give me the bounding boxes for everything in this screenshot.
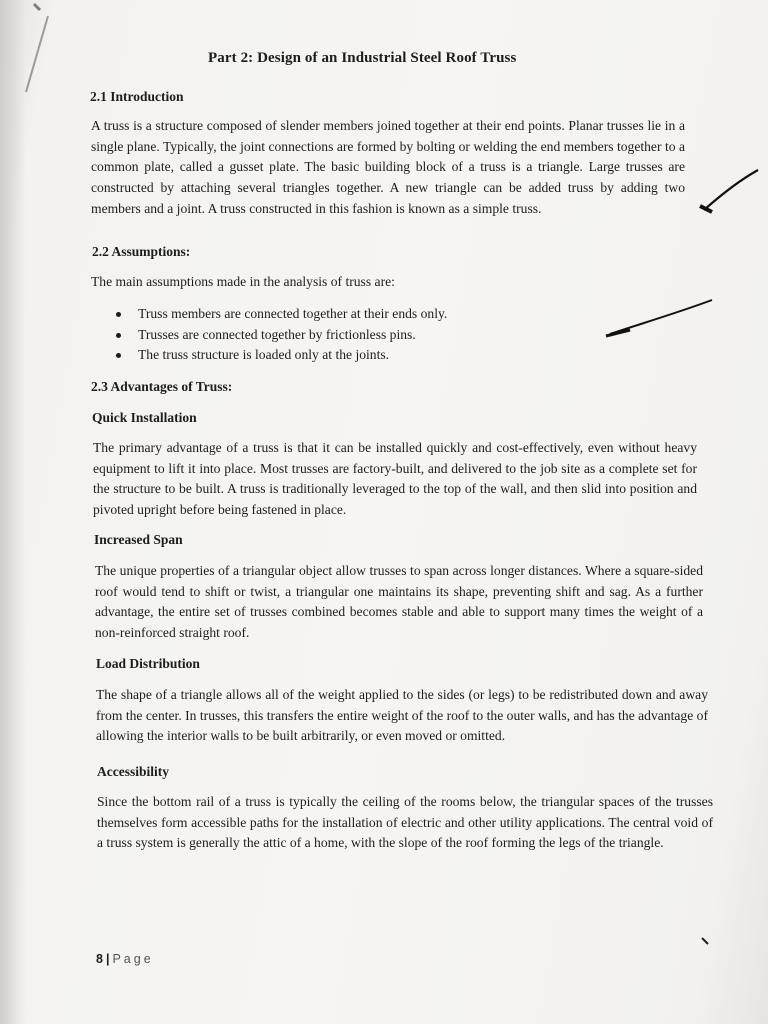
list-item: The truss structure is loaded only at the joints.	[113, 345, 593, 366]
quick-installation-heading: Quick Installation	[92, 410, 197, 425]
increased-span-heading: Increased Span	[94, 532, 183, 547]
page-label: Page	[112, 952, 154, 966]
list-item: Truss members are connected together at their ends only.	[113, 304, 593, 325]
page-footer	[96, 952, 154, 966]
introduction-paragraph: A truss is a structure composed of slender members joined together at their end points. Planar trusses lie in a single plane. Typically, the joint connections are formed by bolting or welding the end members together to a common plate, called a gusset plate. The basic building block of a truss is a triangle. Large trusses are constructed by attaching several triangles together. A new triangle can be added truss by adding two members and a joint. A truss constructed in this fashion is known as a simple truss.	[91, 118, 685, 216]
increased-span-paragraph: The unique properties of a triangular object allow trusses to span across longer distances. Where a square-sided roof would tend to shift or twist, a triangular one maintains its shape, preventing shift and sag. As a further advantage, the entire set of trusses combined becomes stable and able to support many times the weight of a non-reinforced straight roof.	[95, 563, 703, 641]
load-distribution-paragraph: The shape of a triangle allows all of the weight applied to the sides (or legs) to be redistributed down and away from the center. In trusses, this transfers the entire weight of the roof to the outer walls, and has the advantage of allowing the interior walls to be built arbitrarily, or even moved or omitted.	[96, 687, 708, 744]
accessibility-heading: Accessibility	[97, 764, 169, 779]
assumptions-lead: The main assumptions made in the analysis of truss are:	[91, 274, 395, 289]
introduction-heading: 2.1 Introduction	[90, 89, 184, 104]
footer-separator: |	[105, 952, 110, 966]
assumptions-heading: 2.2 Assumptions:	[92, 244, 191, 259]
page-title: Part 2: Design of an Industrial Steel Roof Truss	[208, 50, 517, 66]
assumptions-list	[113, 304, 593, 366]
list-item: Trusses are connected together by frictionless pins.	[113, 325, 593, 346]
page-number: 8	[96, 952, 103, 966]
advantages-heading: 2.3 Advantages of Truss:	[91, 379, 233, 394]
load-distribution-heading: Load Distribution	[96, 656, 200, 671]
accessibility-paragraph: Since the bottom rail of a truss is typically the ceiling of the rooms below, the triangular spaces of the trusses themselves form accessible paths for the installation of electric and other utility applications. The central void of a truss system is generally the attic of a home, with the slope of the roof forming the legs of the triangle.	[97, 794, 713, 851]
quick-installation-paragraph: The primary advantage of a truss is that it can be installed quickly and cost-effectively, even without heavy equipment to lift it into place. Most trusses are factory-built, and delivered to the job site as a complete set for the structure to be built. A truss is traditionally leveraged to the top of the wall, and then slid into position and pivoted upright before being fastened in place.	[93, 440, 697, 518]
